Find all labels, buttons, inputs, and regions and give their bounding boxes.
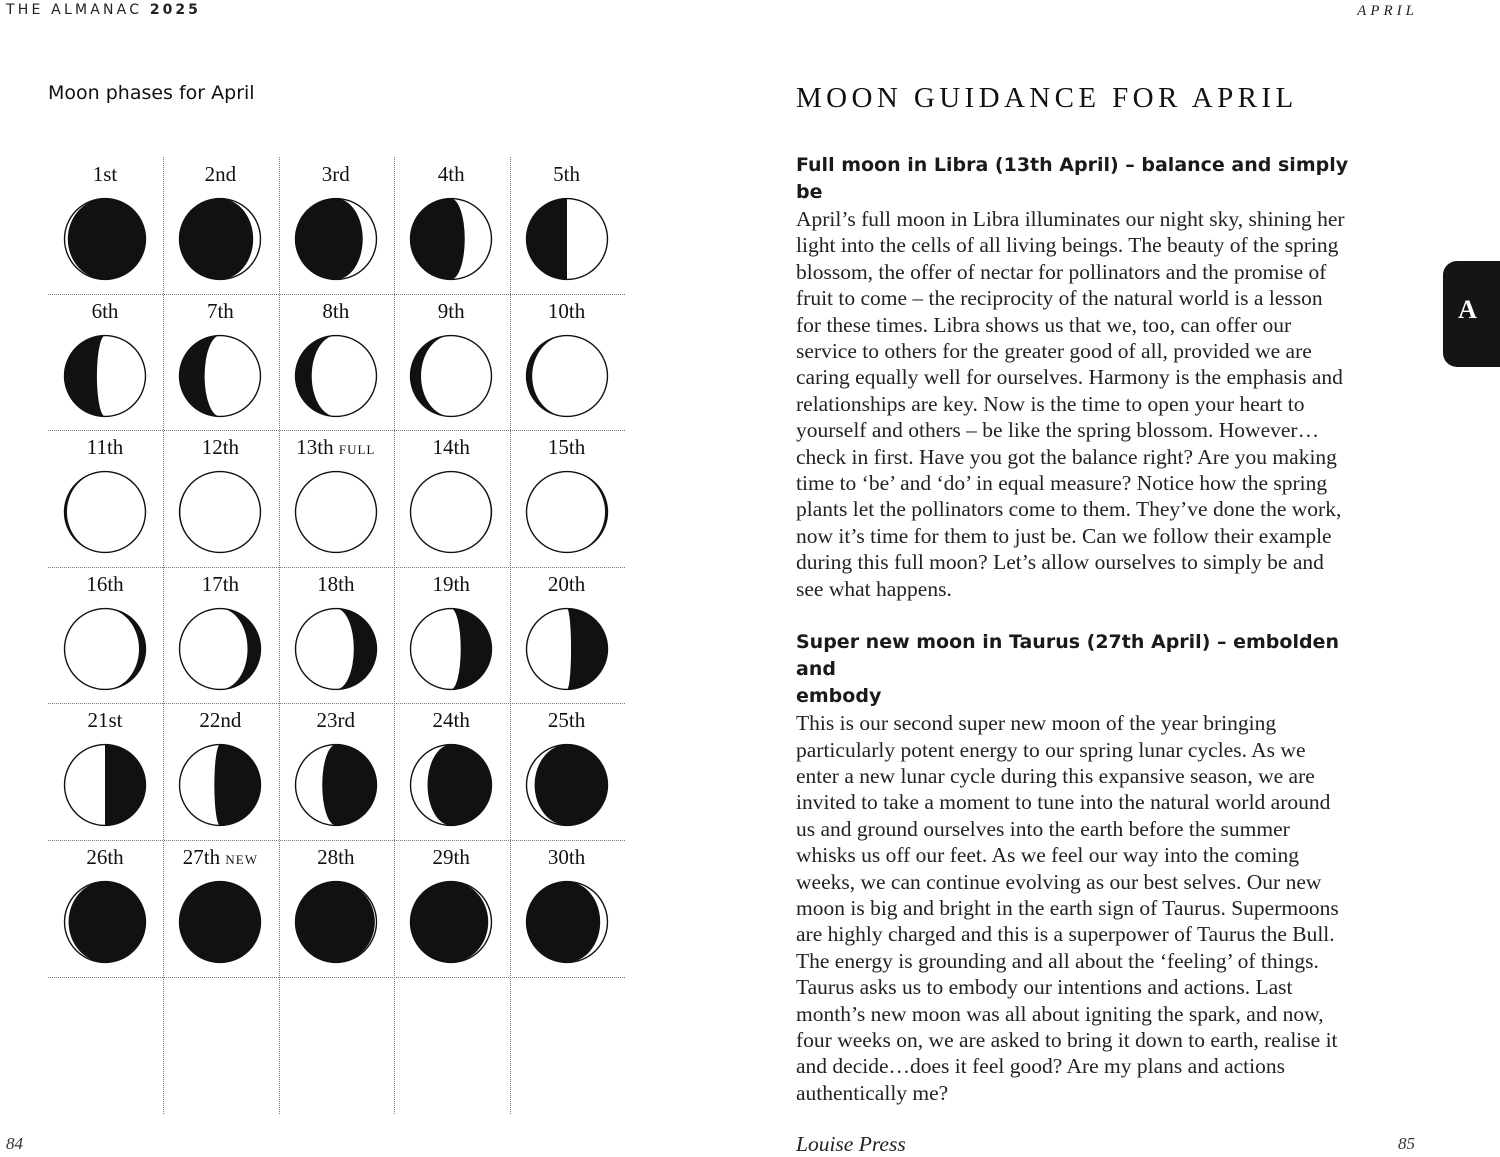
moon-phase-grid	[48, 157, 625, 1114]
phase-tag: full	[338, 438, 376, 460]
moon-phase-icon	[407, 605, 495, 693]
day-number: 27th	[182, 845, 221, 869]
guidance-line: fruit to come – the reciprocity of the natural world is a lesson	[796, 286, 1323, 311]
day-number: 29th	[432, 845, 470, 869]
guidance-line: blossom, the offer of nectar for pollinators and the promise of	[796, 259, 1327, 284]
moon-phase-icon	[407, 878, 495, 966]
moon-lit-portion	[567, 199, 607, 280]
guidance-line: April’s full moon in Libra illuminates our night sky, shining her	[796, 207, 1345, 231]
moon-phase-icon	[61, 332, 149, 420]
day-label	[163, 435, 277, 460]
day-number: 15th	[547, 435, 586, 460]
day-label	[394, 845, 508, 870]
guidance-text	[796, 152, 1381, 1157]
guidance-line: The energy is grounding and all about the ‘feeling’ of things.	[796, 948, 1319, 973]
moon-phase-icon	[523, 878, 611, 966]
moon-phases-title: Moon phases for April	[48, 82, 255, 104]
almanac-year: 2025	[149, 2, 201, 18]
moon-lit-portion	[180, 608, 248, 689]
moon-lit-portion	[526, 608, 571, 689]
day-label	[48, 708, 162, 733]
day-number: 10th	[547, 298, 586, 323]
day-label	[510, 162, 624, 187]
moon-lit-portion	[295, 608, 353, 689]
moon-lit-portion	[421, 335, 491, 416]
day-number: 3rd	[321, 162, 350, 186]
guidance-line: month’s new moon was all about igniting the spark, and now,	[796, 1001, 1324, 1026]
phase-tag: new	[225, 848, 258, 869]
day-number: 9th	[437, 298, 465, 323]
guidance-line: service to others for the greater good of all, provided we are	[796, 339, 1312, 364]
moon-phase-icon	[176, 468, 264, 556]
moon-lit-portion	[65, 745, 105, 826]
moon-phase-icon	[61, 195, 149, 283]
day-label	[394, 435, 508, 460]
guidance-heading: Super new moon in Taurus (27th April) – embolden and	[796, 631, 1339, 681]
day-number: 1st	[92, 162, 118, 186]
day-number: 17th	[201, 571, 240, 596]
guidance-line: Taurus asks us to embody our intentions and actions. Last	[796, 975, 1293, 1000]
day-number: 18th	[317, 571, 355, 596]
guidance-title: MOON GUIDANCE FOR APRIL	[796, 82, 1298, 114]
day-number: 2nd	[204, 162, 237, 186]
guidance-line: four weeks on, we are asked to bring it down to earth, realise it	[796, 1027, 1338, 1052]
guidance-line: yourself and others – be like the spring blossom. However…	[796, 418, 1320, 443]
guidance-line: see what happens.	[796, 576, 952, 601]
moon-phase-icon	[61, 468, 149, 556]
day-label	[394, 572, 508, 597]
moon-phase-icon	[176, 332, 264, 420]
day-number: 16th	[86, 571, 124, 596]
almanac-name: THE ALMANAC	[6, 2, 143, 18]
day-number: 21st	[87, 708, 123, 733]
moon-phase-icon	[61, 605, 149, 693]
moon-phase-icon	[176, 605, 264, 693]
guidance-line: caring equally well for ourselves. Harmony is the emphasis and	[796, 365, 1343, 390]
day-label	[163, 845, 277, 870]
day-number: 26th	[86, 845, 124, 869]
guidance-line: light into the cells of all living beings. The beauty of the spring	[796, 233, 1339, 258]
moon-phase-icon	[407, 332, 495, 420]
moon-phase-icon	[523, 195, 611, 283]
guidance-line: plants let the pollinators come to them. They’ve done the work,	[796, 497, 1342, 522]
moon-phase-icon	[292, 878, 380, 966]
day-number: 12th	[201, 435, 240, 460]
moon-phase-icon	[292, 605, 380, 693]
day-number: 22nd	[199, 708, 242, 733]
day-label	[163, 162, 277, 187]
day-label	[394, 162, 508, 187]
day-label	[279, 708, 393, 733]
grid-row-divider	[48, 294, 625, 295]
moon-phase-icon	[407, 468, 495, 556]
moon-phase-icon	[292, 468, 380, 556]
grid-row-divider	[48, 840, 625, 841]
moon-lit-portion	[180, 745, 220, 826]
day-number: 30th	[547, 845, 586, 869]
guidance-line: during this full moon? Let’s allow ourselves to simply be and	[796, 550, 1324, 575]
day-label	[48, 845, 162, 870]
running-head-left	[6, 2, 201, 18]
day-label	[510, 299, 624, 324]
guidance-line: whisks us off our feet. As we feel our way into the coming	[796, 843, 1299, 868]
guidance-line: check in first. Have you got the balance right? Are you making	[796, 444, 1337, 469]
day-number: 13th	[296, 435, 334, 460]
moon-phase-icon	[176, 741, 264, 829]
thumb-tab-letter: A	[1458, 295, 1477, 324]
day-label	[48, 162, 162, 187]
day-label	[279, 572, 393, 597]
moon-phase-icon	[61, 741, 149, 829]
guidance-line: invited to take a moment to tune into the natural world around	[796, 790, 1331, 815]
day-label	[48, 572, 162, 597]
thumb-index-tab	[1443, 261, 1500, 367]
day-label	[163, 708, 277, 733]
guidance-line: relationships are key. Now is the time to open your heart to	[796, 391, 1305, 416]
moon-phase-icon	[523, 605, 611, 693]
guidance-line: moon is big and bright in the earth sign of Taurus. Supermoons	[796, 895, 1339, 920]
day-label	[279, 299, 393, 324]
moon-phase-icon	[523, 741, 611, 829]
day-label	[394, 708, 508, 733]
page-number-left: 84	[6, 1134, 23, 1153]
day-label	[510, 845, 624, 870]
moon-phase-icon	[523, 332, 611, 420]
day-number: 28th	[317, 845, 355, 869]
day-number: 4th	[437, 162, 465, 186]
guidance-heading: Full moon in Libra (13th April) – balance and simply be	[796, 154, 1349, 203]
day-label	[510, 572, 624, 597]
moon-phase-icon	[176, 195, 264, 283]
day-number: 19th	[432, 571, 470, 596]
page-number-right: 85	[1398, 1134, 1415, 1153]
day-label	[48, 435, 162, 460]
day-label	[394, 299, 508, 324]
day-label	[163, 299, 277, 324]
moon-lit-portion	[205, 335, 261, 416]
guidance-line: and decide…does it feel good? Are my plans and actions	[796, 1054, 1285, 1079]
moon-phase-icon	[176, 878, 264, 966]
moon-phase-icon	[407, 195, 495, 283]
running-head-right: APRIL	[1357, 3, 1418, 19]
day-label	[510, 435, 624, 460]
guidance-line: This is our second super new moon of the year bringing	[796, 711, 1277, 736]
guidance-line: are highly charged and this is a superpower of Taurus the Bull.	[796, 922, 1335, 947]
moon-phase-icon	[407, 741, 495, 829]
guidance-line: weeks, we can continue evolving as our best selves. Our new	[796, 869, 1322, 894]
section-gap	[796, 602, 1381, 629]
moon-lit-portion	[411, 608, 461, 689]
day-number: 11th	[86, 435, 124, 460]
day-label	[48, 299, 162, 324]
day-number: 7th	[206, 298, 234, 323]
grid-row-divider	[48, 430, 625, 431]
day-number: 8th	[322, 298, 350, 323]
moon-lit-portion	[97, 335, 146, 416]
day-label	[279, 162, 393, 187]
moon-lit-portion	[312, 335, 377, 416]
moon-phase-icon	[523, 468, 611, 556]
guidance-line: us and ground ourselves into the earth before the summer	[796, 816, 1290, 841]
guidance-heading: embody	[796, 685, 882, 708]
guidance-line: enter a new lunar cycle during this expansive season, we are	[796, 763, 1315, 788]
day-label	[163, 572, 277, 597]
day-number: 23rd	[316, 708, 356, 733]
moon-phase-icon	[61, 878, 149, 966]
author-credit: Louise Press	[796, 1132, 906, 1157]
day-label	[510, 708, 624, 733]
guidance-line: particularly potent energy to our spring lunar cycles. As we	[796, 737, 1306, 762]
day-number: 24th	[432, 708, 470, 733]
day-number: 20th	[547, 571, 586, 596]
day-number: 25th	[547, 708, 586, 733]
day-number: 14th	[432, 435, 470, 460]
guidance-line: time to ‘be’ and ‘do’ in equal measure? Notice how the spring	[796, 471, 1328, 496]
grid-row-divider	[48, 567, 625, 568]
day-number: 6th	[91, 298, 119, 323]
grid-row-divider	[48, 977, 625, 978]
day-label	[279, 435, 393, 460]
guidance-line: now it’s time for them to just be. Can we follow their example	[796, 523, 1332, 548]
grid-row-divider	[48, 703, 625, 704]
moon-phase-icon	[292, 195, 380, 283]
day-number: 5th	[553, 162, 581, 186]
day-label	[279, 845, 393, 870]
moon-phase-icon	[292, 741, 380, 829]
guidance-line: for these times. Libra shows us that we, too, can offer our	[796, 312, 1292, 337]
moon-phase-icon	[292, 332, 380, 420]
guidance-line: authentically me?	[796, 1080, 949, 1105]
